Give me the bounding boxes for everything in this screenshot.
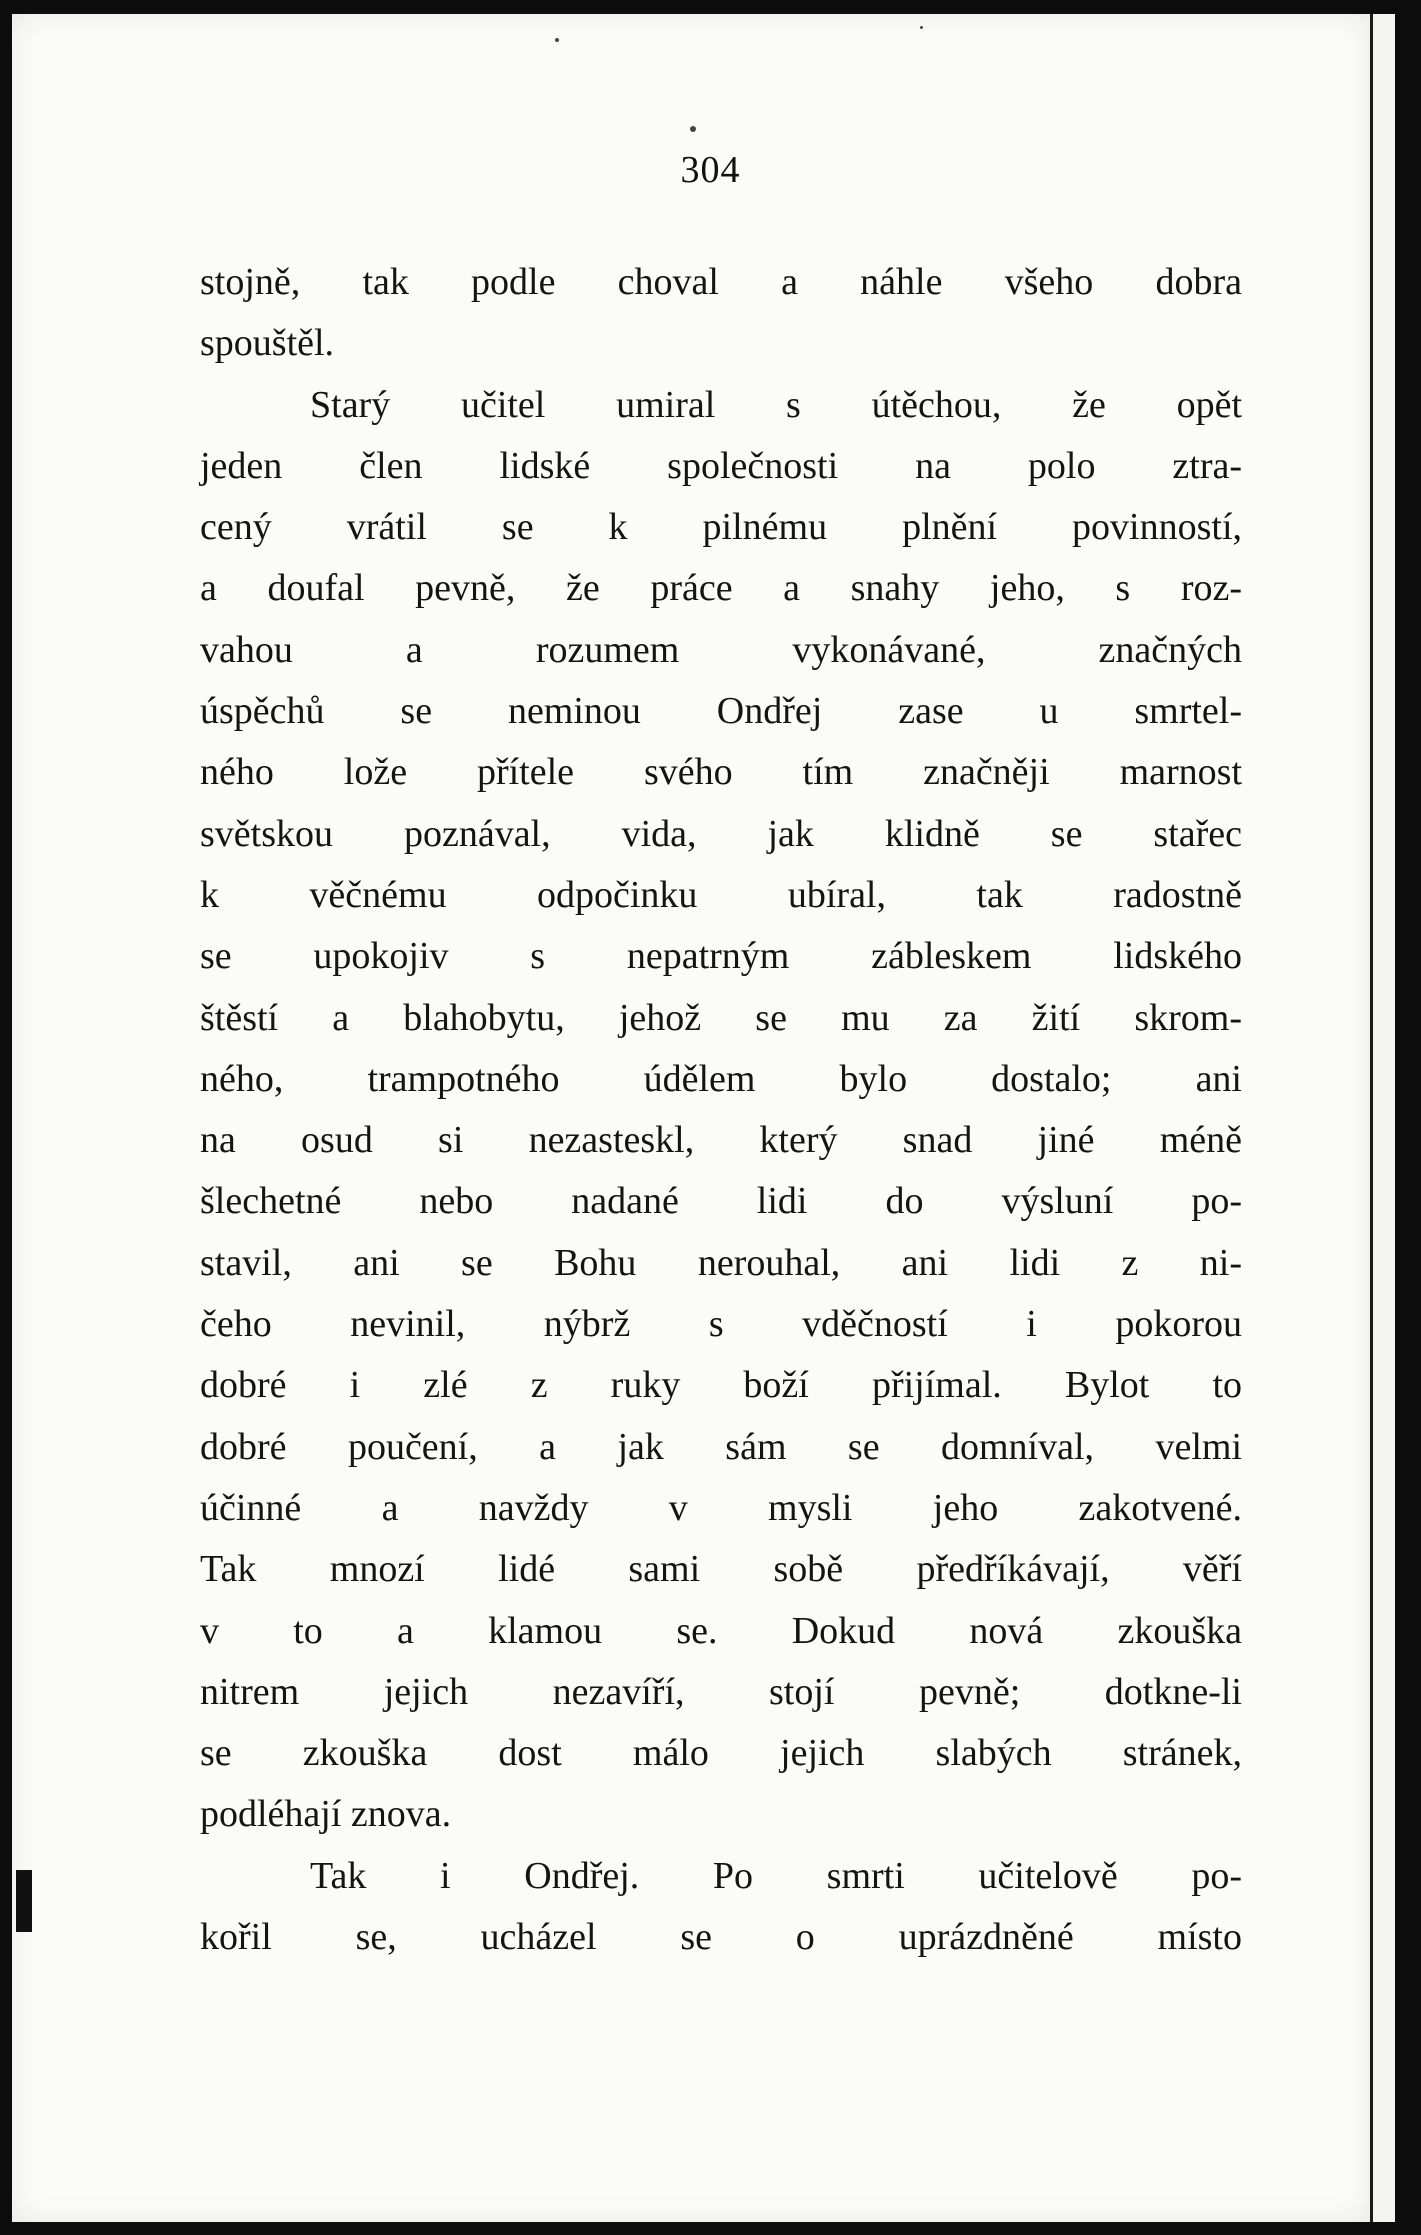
text-line: na osud si nezasteskl, který snad jiné méně (200, 1119, 1242, 1162)
text-line: spouštěl. (200, 322, 335, 365)
page-number: 304 (680, 149, 741, 191)
binding-mark (16, 1870, 32, 1932)
text-line: úspěchů se neminou Ondřej zase u smrtel- (200, 690, 1242, 733)
text-line: Tak mnozí lidé sami sobě předříkávají, věří (200, 1548, 1242, 1591)
body-text (200, 252, 1242, 1968)
text-line: ného lože přítele svého tím značněji marnost (200, 751, 1242, 794)
text-line: Starý učitel umiral s útěchou, že opět (310, 383, 1242, 426)
text-line: dobré i zlé z ruky boží přijímal. Bylot to (200, 1364, 1242, 1407)
text-line: ného, trampotného údělem bylo dostalo; ani (200, 1057, 1242, 1100)
text-line: štěstí a blahobytu, jehož se mu za žití skrom- (200, 996, 1242, 1039)
next-page-edge (1370, 14, 1395, 2222)
text-line: a doufal pevně, že práce a snahy jeho, s roz- (200, 567, 1242, 610)
text-line: stojně, tak podle choval a náhle všeho dobra (200, 261, 1242, 303)
dust-speck (690, 126, 696, 132)
dust-speck (555, 38, 559, 42)
text-line: nitrem jejich nezavíří, stojí pevně; dotkne-li (200, 1670, 1242, 1713)
text-line: světskou poznával, vida, jak klidně se stařec (200, 812, 1242, 855)
text-line: k věčnému odpočinku ubíral, tak radostně (200, 873, 1242, 916)
text-line: se upokojiv s nepatrným zábleskem lidského (200, 935, 1242, 978)
text-line: vahou a rozumem vykonávané, značných (200, 628, 1242, 671)
dust-speck (920, 26, 923, 29)
text-line: stavil, ani se Bohu nerouhal, ani lidi z ni- (200, 1241, 1242, 1284)
text-line: v to a klamou se. Dokud nová zkouška (200, 1609, 1242, 1652)
text-line: podléhají znova. (200, 1793, 452, 1836)
text-line: Tak i Ondřej. Po smrti učitelově po- (310, 1854, 1242, 1897)
text-line: se zkouška dost málo jejich slabých stránek, (200, 1732, 1242, 1775)
text-line: dobré poučení, a jak sám se domníval, velmi (200, 1425, 1242, 1468)
text-line: čeho nevinil, nýbrž s vděčností i pokorou (200, 1303, 1242, 1346)
text-line: jeden člen lidské společnosti na polo ztra- (200, 444, 1242, 487)
text-line: kořil se, ucházel se o uprázdněné místo (200, 1916, 1242, 1959)
text-line: šlechetné nebo nadané lidi do výsluní po- (200, 1180, 1242, 1223)
text-line: cený vrátil se k pilnému plnění povinností, (200, 506, 1242, 549)
text-line: účinné a navždy v mysli jeho zakotvené. (200, 1486, 1242, 1529)
